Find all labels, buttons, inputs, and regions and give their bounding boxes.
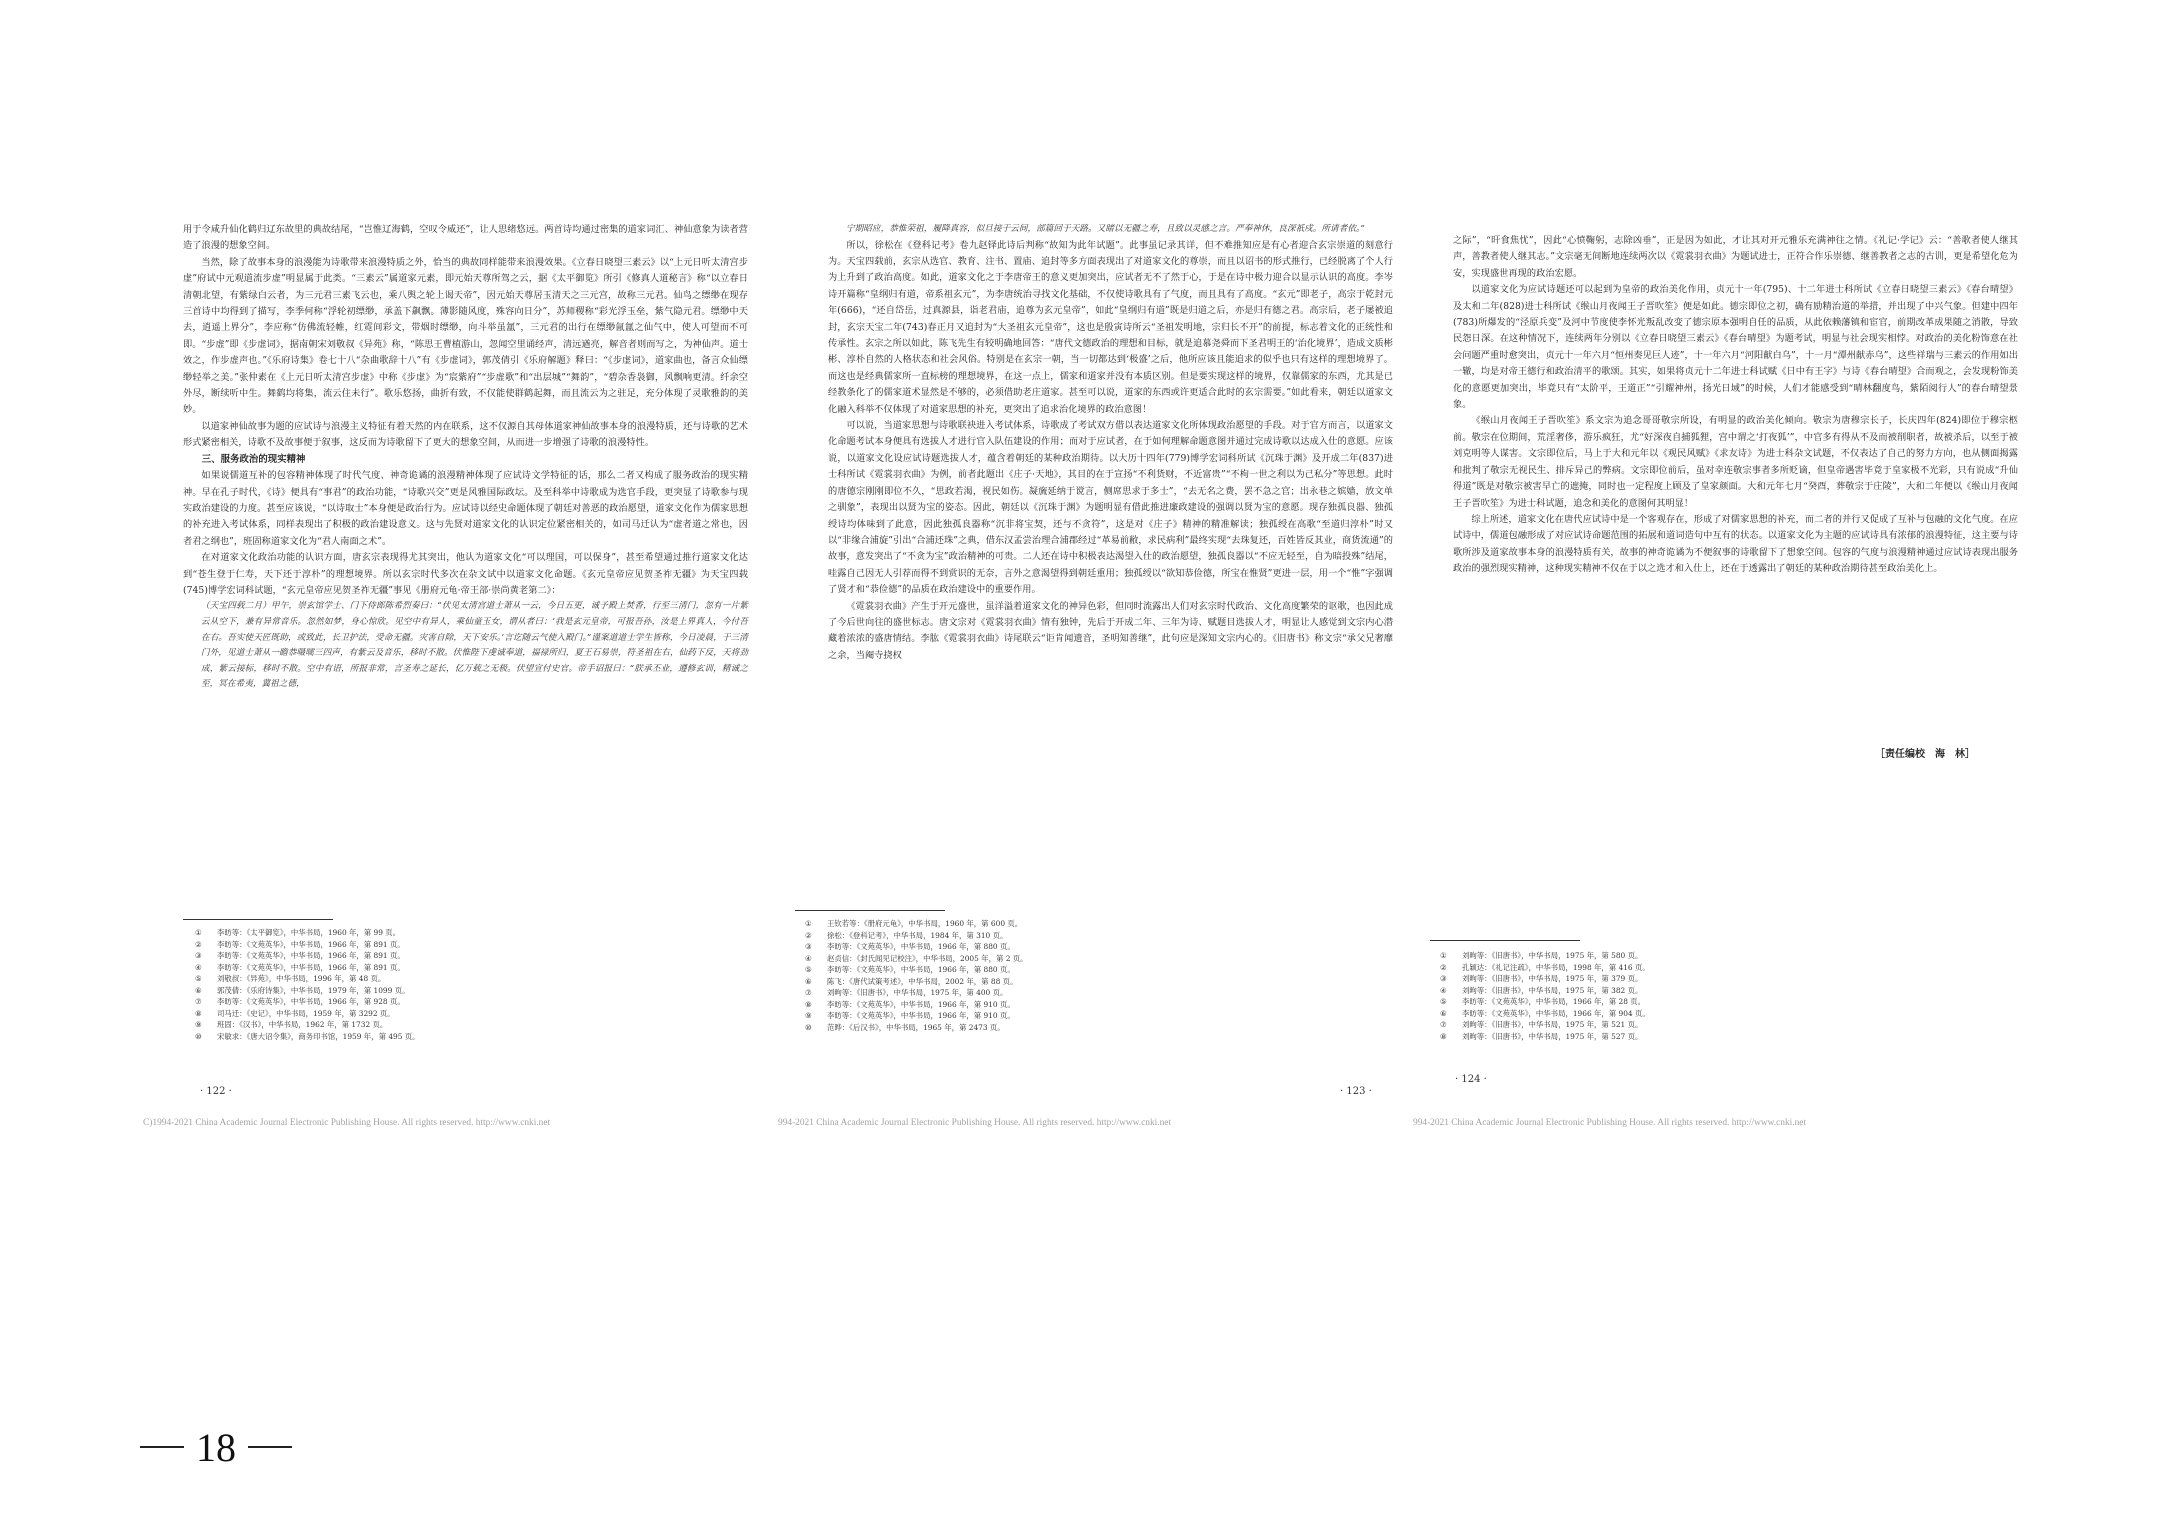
footnote-item: [805, 918, 1205, 930]
body-paragraph: 之际”，“旰食焦忧”，因此“心愤鞠躬，志除凶垂”，正是因为如此，才让其对开元雅乐充满神往之情。《礼记·学记》云：“善歌者使人继其声，善教者使人继其志。”文宗毫无间断地连续两次以《霓裳羽衣曲》为题试进士，正符合作乐崇德、继善教者之志的古训，更是希望化危为安，实现盛世再现的政治宏愿。: [1453, 235, 2018, 279]
footnote-mark: ⑧: [195, 1008, 202, 1018]
footnote-mark: ④: [1440, 985, 1447, 995]
footnote-text: 陈飞：《唐代试策考述》，中华书局，2002 年，第 88 页。: [827, 976, 1018, 986]
footnote-text: 刘昫等：《旧唐书》，中华书局，1975 年，第 382 页。: [1462, 985, 1643, 995]
page-2-body: [828, 222, 1393, 664]
footnote-text: 刘昫等：《旧唐书》，中华书局，1975 年，第 527 页。: [1462, 1031, 1643, 1041]
footnote-mark: ③: [805, 942, 812, 951]
footnote-text: 班固：《汉书》，中华书局，1962 年，第 1732 页。: [217, 1020, 388, 1029]
footnote-item: [195, 962, 595, 974]
page-1-body: [183, 222, 748, 693]
block-quote: （天宝四载二月）甲午，崇玄馆学士、门下侍郎陈希烈奏曰：“伏见太清宫道士萧从一云，今日五更，诚予殿上焚香，行至三清门，忽有一片紫云从空下，兼有异常音乐。忽然如梦，身心惊欣。见空中有异人，乘仙童玉女，谓从者曰：‘我是玄元皇帝，可报吾孙，汝是上界真人，今付吾在右。吾实使天匠既助，或致此，长卫护法，受命无疆。灾害自除，天下安乐。’言讫随云气使入殿门。”谨案道道士学生皆称，今日凌晨，于三清门外，见道士萧从一瞻恭嗫嚅三四声，有紫云及音乐，移时不散。伏惟陛下虔诚奉道，福禄所归，夏王石易崇，符圣祖在右，仙药下反，天将劲成，紫云接标，移时不散。空中有语，所报非常，言圣寿之延长，亿万载之无极。伏望宣付史官。帝手诏报曰：“朕承丕业，遵修玄训，精诚之至，冥在希夷，冀祖之德，: [201, 601, 748, 690]
body-paragraph: 当然，除了故事本身的浪漫能为诗歌带来浪漫特质之外，恰当的典故同样能带来浪漫效果。《立春日晓望三素云》以“上元日听太清宫步虚”府试中元观道流步虚”明显属于此类。“三素云”属道家元素，即元始天尊所驾之云，据《太平御览》所引《修真人道秘言》称“以立春日清朝北望，有紫绿白云者，为三元君三素飞云也，乘八舆之轮上谒天帝”，因元始天尊居玉清天之三元宫，故称三元君。仙鸟之缥缈在现存三首诗中均得到了描写，李季何称“浮轮初缥缈，承盖下飙飘。薄影随风度，殊容向日分”，苏师稷称“彩光浮玉垒，紫气隐元君。缥缈中天去，逍遥上界分”，李应称“仿佛流轻帷，红霓间彩文，带烟时缥缈，向斗举虽氲”，三元君的出行在缥缈氤氲之仙气中，使人可望而不可即。“步虚”即《步虚词》，据南朝宋刘敬叔《异苑》称，“陈思王曹植游山，忽闻空里诵经声，清远遒亮，解音者则而写之，为神仙声。道士效之，作步虚声也。”《乐府诗集》卷七十八“杂曲歌辞十八”有《步虚词》，郭茂倩引《乐府解题》释曰：“《步虚词》，道家曲也，备言众仙缥缈轻举之美。”张仲素在《上元日听太清宫步虚》中称《步虚》为“宸紫府”“步虚歌”和“出层城”“舞韵”，“碧杂香袅御，风飘响更清。纤余空外尽，断续听中生。舞鹤均将集，流云住未行”。歌乐悠扬，曲折有致，不仅能使群鹤起舞，而且流云为之驻足，充分体现了灵歌雅韵的美妙。: [183, 256, 748, 416]
footnotes-3: [1440, 950, 1840, 1042]
footnote-mark: ⑥: [805, 976, 812, 986]
footnote-text: 刘昫等：《旧唐书》，中华书局，1975 年，第 379 页。: [1462, 974, 1643, 983]
footnote-text: 李昉等：《文苑英华》，中华书局，1966 年，第 28 页。: [1462, 997, 1646, 1006]
footnote-item: [805, 964, 1205, 976]
body-paragraph: 以道家神仙故事为题的应试诗与浪漫主义特征有着天然的内在联系，这不仅源自其母体道家神仙故事本身的浪漫特质，还与诗歌的艺术形式紧密相关，诗歌不及故事便于叙事，这反而为诗歌留下了更大的想象空间，从而进一步增强了诗歌的浪漫特性。: [183, 420, 748, 449]
footnote-mark: ⑦: [195, 997, 202, 1006]
footnote-item: [1440, 950, 1840, 962]
footnote-mark: ①: [1440, 951, 1447, 960]
footnote-text: 王钦若等：《册府元龟》，中华书局，1960 年，第 600 页。: [827, 919, 1023, 928]
footnote-mark: ⑦: [1440, 1020, 1447, 1029]
right-dash: [248, 1446, 292, 1448]
footnote-mark: ④: [805, 953, 812, 963]
footnote-text: 李昉等：《文苑英华》，中华书局，1966 年，第 910 页。: [827, 999, 1015, 1009]
body-paragraph: 所以，徐松在《登科记考》卷九赵铎此诗后判称“故知为此年试题”。此事虽记录其详，但不难推知应是有心者迎合玄宗崇道的刻意行为。天宝四载前，玄宗从选官、教育、注书、置庙、追封等多方面表现出了对道家文化的尊崇，而且以诏书的形式推行，已经脱离了个人行为上升到了政治高度。如此，道家文化之于李唐帝王的意义更加突出，应试者无不了然于心，于是在诗中极力迎合以显示认识的高度。李岑诗开篇称“皇纲归有道，帝系祖玄元”，为李唐统治寻找文化基础，不仅使诗歌具有了气度，而且具有了高度。“玄元”即老子，高宗于乾封元年(666)，“还自岱岳，过真源县，诣老君庙，追尊为玄元皇帝”，如此“皇纲归有道”既是归道之后，亦是归有德之君。高宗后，老子屡被追封，玄宗天宝二年(743)春正月又追封为“大圣祖玄元皇帝”，这也是殷寅诗所云“圣祖发明地，宗归长不开”的前提，标志着文化的正统性和传承性。玄宗之所以如此，陈飞先生有较明确地回答：“唐代文德政治的理想和目标，就是追慕尧舜而下圣君明王的‘治化境界’，造成文质彬彬、淳朴自然的人格状态和社会风俗。特别是在玄宗一朝，当一切都达到‘极盛’之后，他所应该且能追求的似乎也只有这样的理想境界了。而这也是经典儒家所一直标榜的理想境界，在这一点上，儒家和道家并没有本质区别。但是要实现这样的境界，仅靠儒家的东西，尤其是已经教条化了的儒家道术显然是不够的，必须借助老庄道家。甚至可以说，道家的东西或许更适合此时的玄宗需要。”如此看来，朝廷以道家文化融入科举不仅体现了对道家思想的补充，更突出了追求治化境界的政治意图！: [828, 239, 1393, 415]
footnote-item: [195, 985, 595, 997]
footnote-text: 李昉等：《文苑英华》，中华书局，1966 年，第 891 页。: [217, 962, 405, 972]
footnote-item: [1440, 1031, 1840, 1043]
footnote-mark: ①: [805, 919, 812, 928]
footnote-text: 李昉等：《文苑英华》，中华书局，1966 年，第 910 页。: [827, 1011, 1015, 1020]
footnote-mark: ⑩: [805, 1022, 812, 1032]
footnote-text: 李昉等：《文苑英华》，中华书局，1966 年，第 904 页。: [1462, 1008, 1650, 1018]
copyright-2: 994-2021 China Academic Journal Electronic Publishing House. All rights reserved. http://www.cnki.net: [778, 1118, 1172, 1128]
sheet-number: [140, 1417, 292, 1477]
footnote-rule-1: [183, 919, 333, 920]
footnote-text: 宋敏求：《唐大诏令集》，商务印书馆，1959 年，第 495 页。: [217, 1031, 420, 1041]
footnote-mark: ⑩: [195, 1031, 202, 1041]
footnote-mark: ②: [805, 930, 812, 940]
footnote-mark: ②: [1440, 962, 1447, 972]
footnote-text: 刘昫等：《旧唐书》，中华书局，1975 年，第 400 页。: [827, 988, 1008, 997]
footnote-item: [1440, 996, 1840, 1008]
body-paragraph: 《缑山月夜闻王子晋吹笙》系文宗为追念哥哥敬宗所设，有明显的政治美化倾向。敬宗为唐穆宗长子，长庆四年(824)即位于穆宗柩前。敬宗在位期间，荒淫奢侈，游乐疯狂，尤“好深夜自捕狐狸，宫中谓之‘打夜狐’”，中官多有得从不及而被削职者，故被杀后，以至于被刘克明等人谋害。文宗即位后，马上于大和元年以《观民风赋》《求友诗》为进士科杂文试题，不仅表达了自己的努力方向，也从侧面揭露和批判了敬宗无视民生、排斥异己的弊病。文宗即位前后，虽对幸连敬宗事者多所贬谪，但皇帝遇害毕竟于皇家极不光彩，只有说成“升仙得道”既是对敬宗被害早亡的遮掩，同时也一定程度上顾及了皇家颜面。大和元年七月“癸酉，葬敬宗于庄陵”，大和二年便以《缑山月夜闻王子晋吹笙》为进士科试题，追念和美化的意图何其明显！: [1453, 415, 2018, 509]
body-paragraph: 《霓裳羽衣曲》产生于开元盛世，虽洋溢着道家文化的神异色彩，但同时流露出人们对玄宗时代政治、文化高度繁荣的讴歌，也因此成了今后世向往的盛世标志。唐文宗对《霓裳羽衣曲》情有独钟，先后于开成二年、三年为诗、赋题目选拔人才，明显让人感觉到文宗内心潜藏着浓浓的盛唐情结。李肱《霓裳羽衣曲》诗尾联云“讵肯闻遗音，圣明知善继”，此句应是深知文宗内心的。《旧唐书》称文宗“承父兄奢靡之余，当阉寺挠权: [828, 600, 1393, 661]
footnote-text: 李昉等：《文苑英华》，中华书局，1966 年，第 880 页。: [827, 965, 1015, 974]
footnote-mark: ④: [195, 962, 202, 972]
footnote-text: 郭茂倩：《乐府诗集》，中华书局，1979 年，第 1099 页。: [217, 985, 410, 995]
page-number-3: · 124 ·: [1455, 1074, 1487, 1085]
footnote-item: [195, 1008, 595, 1020]
footnote-mark: ③: [195, 951, 202, 960]
copyright-1: C)1994-2021 China Academic Journal Electronic Publishing House. All rights reserved. http://www.cnki.net: [143, 1118, 551, 1128]
footnote-mark: ⑧: [1440, 1031, 1447, 1041]
footnote-mark: ②: [195, 939, 202, 949]
sheet-number-text: 18: [196, 1424, 236, 1470]
footnote-item: [195, 939, 595, 951]
footnotes-1: [195, 927, 595, 1042]
section-heading: 三、服务政治的现实精神: [201, 453, 306, 465]
footnote-mark: ⑤: [1440, 997, 1447, 1006]
footnote-text: 李昉等：《文苑英华》，中华书局，1966 年，第 928 页。: [217, 997, 405, 1006]
footnote-text: 刘敬叔：《异苑》，中华书局，1996 年，第 48 页。: [217, 974, 386, 983]
copyright-3: 994-2021 China Academic Journal Electronic Publishing House. All rights reserved. http://www.cnki.net: [1413, 1118, 1807, 1128]
footnote-text: 李昉等：《太平御览》，中华书局，1960 年，第 99 页。: [217, 928, 401, 937]
footnote-text: 刘昫等：《旧唐书》，中华书局，1975 年，第 521 页。: [1462, 1020, 1643, 1029]
footnote-mark: ⑤: [805, 965, 812, 974]
footnote-item: [805, 1022, 1205, 1034]
body-paragraph: 可以说，当道家思想与诗歌联袂进入考试体系，诗歌成了考试双方借以表达道家文化所体现政治愿望的手段。对于官方而言，以道家文化命题考试本身便具有选拔人才进行官入队伍建设的作用；而对于应试者，在于如何理解命题意图并通过完成诗歌以达成入仕的意愿。应该说，以道家文化设应试诗题选拔人才，蕴含着朝廷的某种政治期待。以大历十四年(779)博学宏词科所试《沉珠于渊》及开成二年(837)进士科所试《霓裳羽衣曲》为例，前者此题出《庄子·天地》，其目的在于宣扬“不利货财，不近富贵”“不枸一世之利以为己私分”等思想。此时的唐德宗刚刚即位不久，“思政若渴，视民如伤。凝旒延纳于谠言，侧席思求于多士”，“去无名之费，罢不急之官；出永巷之嫔嫱，放文单之驯象”，表现出以贤为宝的姿态。因此，朝廷以《沉珠于渊》为题明显有借此推进廉政建设的强调以贤为宝的意愿。现存独孤良器、独孤绶诗均体味到了此意，因此独孤良器称“沉非将宝契，还与不贪符”，这是对《庄子》精神的精准解读；独孤绶在高歌“至道归淳朴”时又以“非缘合浦旋”引出“合浦还珠”之典，借东汉孟尝治理合浦郡经过“革易前敝，求民病利”最终实现“去珠复还，百姓皆反其业，商货流通”的故事，意发突出了“不贪为宝”政治精神的可贵。二人还在诗中积极表达渴望入仕的政治愿望，独孤良器以“不应无轻至，自为暗投殊”结尾，哇露自己因无人引荐而得不到赏识的无奈，言外之意渴望得到朝廷重用；独孤绶以“欲知恭俭德，所宝在惟贤”更进一层，用一个“惟”字强调了贤才和“恭俭德”的品质在政治建设中的重要作用。: [828, 420, 1393, 596]
footnote-mark: ⑥: [195, 985, 202, 995]
footnote-item: [195, 973, 595, 985]
footnotes-2: [805, 918, 1205, 1033]
page-number-2: · 123 ·: [1340, 1086, 1372, 1097]
footnote-item: [1440, 962, 1840, 974]
footnote-text: 孔颖达：《礼记注疏》，中华书局，1998 年，第 416 页。: [1462, 962, 1650, 972]
body-paragraph: 在对道家文化政治功能的认识方面，唐玄宗表现得尤其突出，他认为道家文化“可以理国，可以保身”，甚至希望通过推行道家文化达到“苍生登于仁寿，天下还于淳朴”的理想境界。所以玄宗时代多次在杂文试中以道家文化命题。《玄元皇帝应见贺圣祚无疆》为天宝四载(745)博学宏词科试题，“玄元皇帝应见贺圣祚无疆”事见《册府元龟·帝王部·崇尚黄老第二》：: [183, 552, 748, 596]
body-paragraph: 综上所述，道家文化在唐代应试诗中是一个客观存在，形成了对儒家思想的补充，而二者的并行又促成了互补与包融的文化气度。在应试诗中，儒道包融形成了对应试诗命题范围的拓展和道词造句中互有的状态。以道家文化为主题的应试诗具有浓郁的浪漫特征，这主要与诗歌所涉及道家故事本身的浪漫特质有关，故事的神奇诡谲为不便叙事的诗歌留下了想象空间。包容的气度与浪漫精神通过应试诗表现出服务政治的强烈现实精神，这种现实精神不仅在于以之选才和入仕上，还在于透露出了朝廷的某种政治期待甚至政治美化上。: [1453, 513, 2018, 575]
footnote-item: [1440, 1019, 1840, 1031]
page-3-body: [1453, 233, 2018, 578]
footnote-mark: ①: [195, 928, 202, 937]
footnote-mark: ⑤: [195, 974, 202, 983]
body-paragraph: 如果说儒道互补的包容精神体现了时代气度、神奇诡谲的浪漫精神体现了应试诗文学特征的话，那么二者又构成了服务政治的现实精神。早在孔子时代，《诗》便具有“事君”的政治功能，“诗歌兴交”更是风雅国际政坛。及至科举中诗歌成为选官手段，更突显了诗歌参与现实政治建设的力度。甚至应该说，“以诗取士”本身便是政治行为。应试诗以经史命题体现了朝廷对善恶的政治愿望，道家文化作为儒家思想的补充进入考试体系，同样表现出了积极的政治建设意义。这与先贤对道家文化的认识定位紧密相关的，如司马迁认为“虚者道之常也，因者君之纲也”，班固称道家文化为“君人南面之术”。: [183, 470, 748, 547]
footnote-item: [805, 1010, 1205, 1022]
footnote-mark: ⑦: [805, 988, 812, 997]
footnote-mark: ⑧: [805, 999, 812, 1009]
footnote-item: [195, 1019, 595, 1031]
footnote-item: [1440, 973, 1840, 985]
footnote-mark: ⑥: [1440, 1008, 1447, 1018]
footnote-text: 司马迁：《史记》，中华书局，1959 年，第 3292 页。: [217, 1008, 395, 1018]
body-paragraph: 用于令咸升仙化鹤归辽东故里的典故结尾，“岂惟辽海鹤，空叹令威还”，让人思绪悠远。两首诗均通过密集的道家词汇、神仙意象为读者营造了浪漫的想象空间。: [183, 224, 748, 252]
footnote-mark: ③: [1440, 974, 1447, 983]
footnote-item: [1440, 1008, 1840, 1020]
footnote-item: [805, 930, 1205, 942]
footnote-rule-3: [1430, 940, 1580, 941]
footnote-text: 李昉等：《文苑英华》，中华书局，1966 年，第 891 页。: [217, 939, 405, 949]
footnote-item: [805, 941, 1205, 953]
block-quote: 宁期昭应，恭惟荣祖，履降真容，似旦接于云间，部篇回于天路。又睹以无疆之寿，且致以灵感之言。严奉神休，良深祇戍。所请者依。”: [846, 224, 1365, 234]
footnote-mark: ⑨: [195, 1020, 202, 1029]
footnote-text: 范晔：《后汉书》，中华书局，1965 年，第 2473 页。: [827, 1022, 1005, 1032]
editor-credit: ［责任编校 海 林］: [1875, 749, 1975, 760]
footnote-rule-2: [795, 910, 945, 911]
footnote-item: [195, 927, 595, 939]
footnote-text: 李昉等：《文苑英华》，中华书局，1966 年，第 891 页。: [217, 951, 405, 960]
footnote-text: 徐松：《登科记考》，中华书局，1984 年，第 310 页。: [827, 930, 1008, 940]
body-paragraph: 以道家文化为应试诗题还可以起到为皇帝的政治美化作用，贞元十一年(795)、十二年进士科所试《立春日晓望三素云》《春台晴望》及太和二年(828)进士科所试《缑山月夜闻王子晋吹笙》便是如此。德宗即位之初，确有励精治道的举措，并出现了中兴气象。但建中四年(783)所爆发的“泾原兵变”及河中节度使李怀光叛乱改变了德宗原本强明自任的品质，从此依赖藩镇和宦官，前期改革成果随之消散，导致民怨日深。在这种情况下，连续两年分别以《立春日晓望三素云》《春台晴望》为题考试，明显与社会现实相悖。对政治的美化粉饰意在社会问题严重时愈突出，贞元十一年六月“恒州奏见巨人迹”，十一年六月“河阳献白乌”，十一月“潭州献赤乌”，这些祥瑞与三素云的作用如出一辙，均是对帝王德行和政治清平的歌颂。其实，如果将贞元十二年进士科试赋《日中有王字》与诗《春台晴望》合而观之，会发现粉饰美化的意愿更加突出，毕竟只有“太阶平，王道正”“引耀神州，扬光日域”的时候，人们才能感受到“晴林翻度鸟，紫陌阅行人”的春台晴望景象。: [1453, 284, 2018, 411]
footnote-text: 李昉等：《文苑英华》，中华书局，1966 年，第 880 页。: [827, 942, 1015, 951]
footnote-mark: ⑨: [805, 1011, 812, 1020]
footnote-text: 赵贞信：《封氏闻见记校注》，中华书局，2005 年，第 2 页。: [827, 953, 1028, 963]
page-number-1: · 122 ·: [200, 1086, 232, 1097]
footnote-item: [805, 953, 1205, 965]
footnote-item: [805, 999, 1205, 1011]
footnote-item: [805, 987, 1205, 999]
footnote-item: [805, 976, 1205, 988]
footnote-item: [1440, 985, 1840, 997]
footnote-item: [195, 1031, 595, 1043]
footnote-item: [195, 950, 595, 962]
footnote-text: 刘昫等：《旧唐书》，中华书局，1975 年，第 580 页。: [1462, 951, 1643, 960]
footnote-item: [195, 996, 595, 1008]
left-dash: [140, 1446, 184, 1448]
